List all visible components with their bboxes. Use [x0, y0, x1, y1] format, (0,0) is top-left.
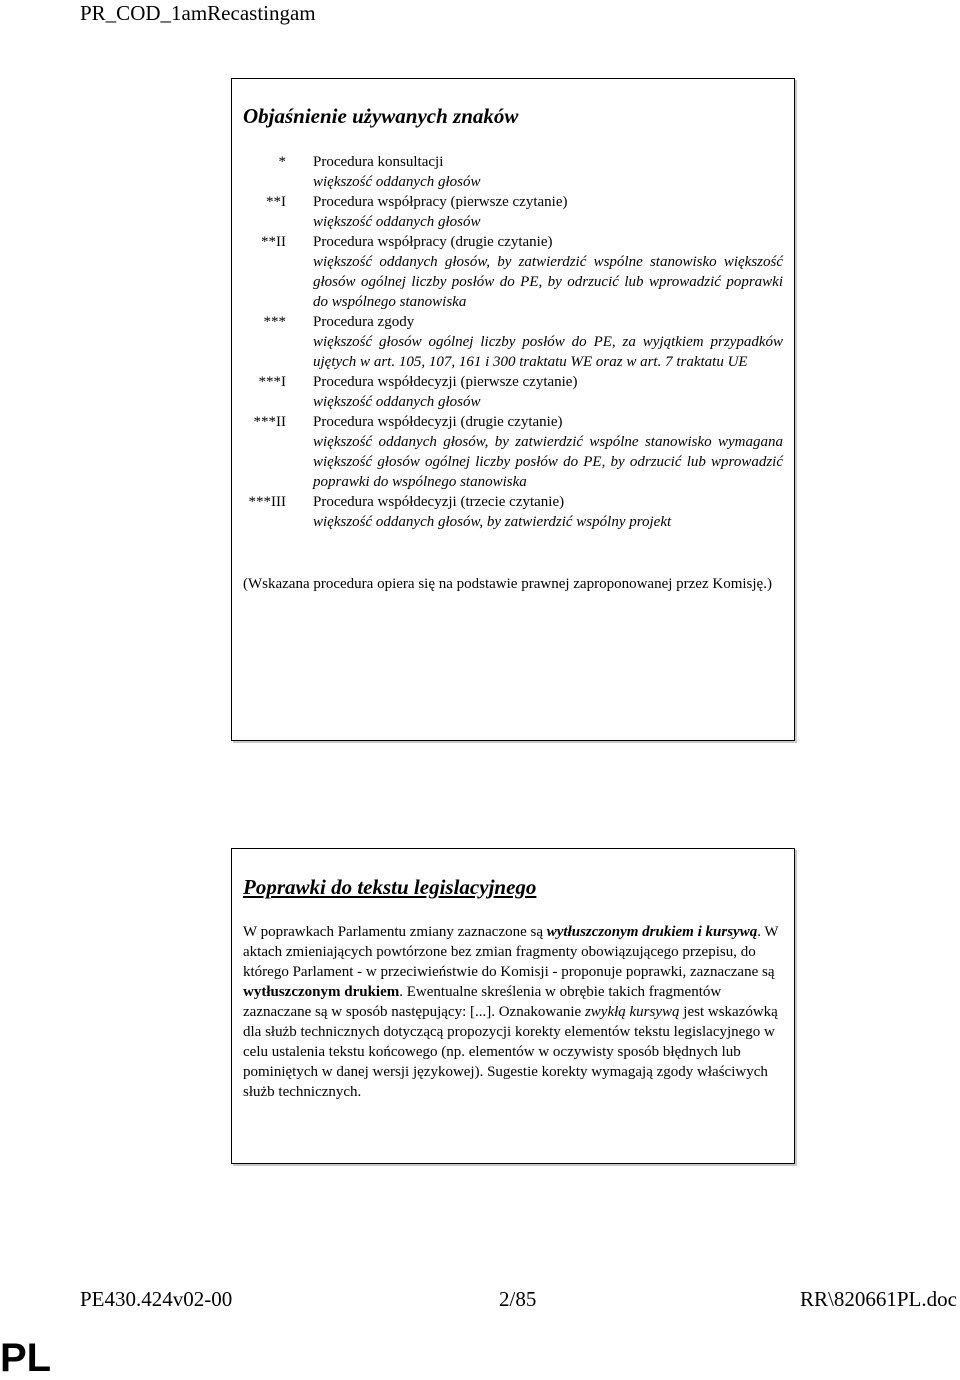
legend-symbol: ***: [263, 314, 286, 330]
legend-majority: większość oddanych głosów: [313, 214, 481, 230]
language-code: PL: [0, 1336, 52, 1380]
para-text: . W aktach zmieniających powtórzone bez zmian fragmenty obowiązującego przepisu, do którego Parlament - w przeciwieństwie do Komisji - proponuje poprawki, zaznaczane są: [243, 924, 779, 980]
footer-file-name: RR\820661PL.doc: [800, 1287, 957, 1311]
legend-symbol: ***II: [253, 414, 286, 430]
para-bold: wytłuszczonym drukiem: [243, 984, 400, 1000]
legend-symbol: ***III: [248, 494, 286, 510]
footer-doc-ref: PE430.424v02-00: [80, 1287, 233, 1311]
legend-symbol: ***I: [258, 374, 286, 390]
legend-item: [232, 152, 794, 192]
legend-symbol: *: [278, 154, 286, 170]
legend-majority: większość oddanych głosów, by zatwierdzić wspólne stanowisko wymagana większość głosów ogólnej liczby posłów do PE, by odrzucić lub wprowadzić poprawki do wspólnego stanowiska: [313, 434, 783, 490]
document-header: PR_COD_1amRecastingam: [80, 1, 316, 25]
legend-symbol: **II: [261, 234, 286, 250]
procedure-note: (Wskazana procedura opiera się na podstawie prawnej zaproponowanej przez Komisję.): [243, 576, 772, 592]
legend-item: [232, 312, 794, 372]
footer-page-number: 2/85: [499, 1287, 537, 1311]
legend-item: [232, 232, 794, 312]
para-text: . Ewentualne skreślenia w obrębie takich fragmentów zaznaczane są w sposób następujący: [...]. Oznakowanie: [243, 984, 722, 1020]
legend-box: [231, 78, 795, 741]
amendments-box-title: Poprawki do tekstu legislacyjnego: [243, 875, 537, 899]
para-text: jest wskazówką dla służb technicznych dotyczącą propozycji korekty elementów tekstu legislacyjnego w celu ustalenia tekstu końcowego (np. elementów w oczywisty sposób błędnych lub pominiętych w danej wersji językowej). Sugestie korekty wymagają zgody właściwych służb technicznych.: [243, 1004, 778, 1100]
amendments-box: [231, 848, 795, 1164]
legend-majority: większość głosów ogólnej liczby posłów do PE, za wyjątkiem przypadków ujętych w art. 105, 107, 161 i 300 traktatu WE oraz w art. 7 traktatu UE: [313, 334, 783, 370]
legend-procedure: Procedura współdecyzji (pierwsze czytanie): [313, 374, 578, 390]
legend-majority: większość oddanych głosów: [313, 394, 481, 410]
legend-procedure: Procedura współdecyzji (drugie czytanie): [313, 414, 563, 430]
legend-symbol: **I: [266, 194, 286, 210]
legend-procedure: Procedura zgody: [313, 314, 415, 330]
para-text: W poprawkach Parlamentu zmiany zaznaczone są: [243, 924, 547, 940]
para-bold-italic: wytłuszczonym drukiem i kursywą: [546, 924, 758, 940]
legend-procedure: Procedura współpracy (drugie czytanie): [313, 234, 553, 250]
legend-item: [232, 492, 794, 532]
legend-majority: większość oddanych głosów, by zatwierdzić wspólne stanowisko większość głosów ogólnej liczby posłów do PE, by odrzucić lub wprowadzić poprawki do wspólnego stanowiska: [313, 254, 783, 310]
legend-majority: większość oddanych głosów: [313, 174, 481, 190]
legend-procedure: Procedura konsultacji: [313, 154, 444, 170]
amendments-paragraph: [243, 922, 785, 1102]
legend-list: [232, 152, 794, 532]
legend-box-title: Objaśnienie używanych znaków: [243, 104, 519, 128]
legend-item: [232, 412, 794, 492]
para-italic: zwykłą kursywą: [584, 1004, 680, 1020]
legend-procedure: Procedura współpracy (pierwsze czytanie): [313, 194, 568, 210]
legend-procedure: Procedura współdecyzji (trzecie czytanie): [313, 494, 565, 510]
legend-item: [232, 192, 794, 232]
legend-item: [232, 372, 794, 412]
legend-majority: większość oddanych głosów, by zatwierdzić wspólny projekt: [313, 514, 672, 530]
